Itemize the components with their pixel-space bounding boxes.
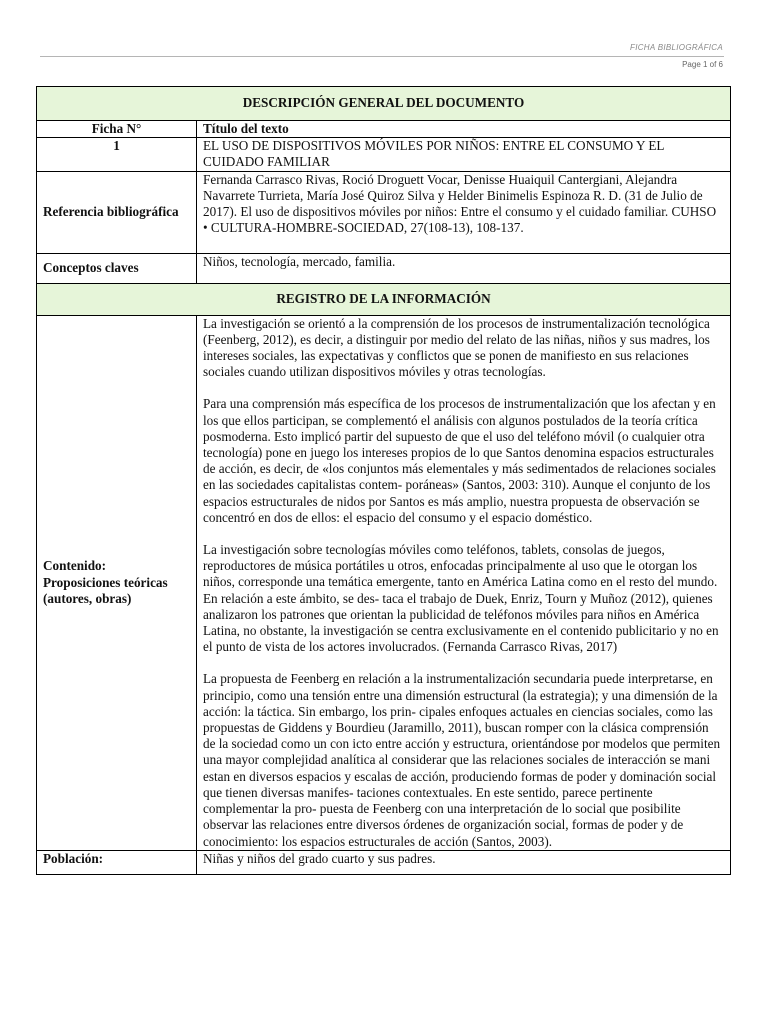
conceptos-value: Niños, tecnología, mercado, familia.	[197, 253, 731, 283]
section-registro-title: REGISTRO DE LA INFORMACIÓN	[37, 283, 731, 315]
contenido-label-line1: Contenido:	[43, 558, 107, 574]
referencia-value: Fernanda Carrasco Rivas, Roció Droguett Vocar, Denisse Huaiquil Cantergiani, Alejandra Navarrete Turrieta, María José Quiroz Silva y Helder Binimelis Espinoza R. D. (31 de Julio de 2017). El uso de dispositivos móviles por niños: Entre el consumo y el cuidado familiar. CUHSO • CULTURA-HOMBRE-SOCIEDAD, 27(108-13), 108-137.	[197, 171, 731, 253]
contenido-paragraph: La propuesta de Feenberg en relación a la instrumentalización secundaria puede interpretarse, en principio, como una tensión entre una dimensión estructural (la estrategia); y una dimensión de la acción: la táctica. Sin embargo, los prin- cipales enfoques actuales en ciencias sociales, como las propuestas de Giddens y Bourdieu (Jaramillo, 2011), buscan romper con la clásica comprensión de la sociedad como un con icto entre acción y estructura, orientándose por modelos que permiten una mayor complejidad analítica al considerar que las relaciones sociales de interacción se mani estan en diversos espacios y escalas de acción, produciendo formas de poder y dominación social que tienen diversas manifes- taciones contextuales. En este sentido, parece pertinente complementar la pro- puesta de Feenberg con una interpretación de lo social que posibilite observar las relaciones entre diversos órdenes de organización social, formas de poder y de conocimiento: los espacios estructurales de acción (Santos, 2003).	[203, 671, 721, 849]
header-divider	[40, 56, 724, 57]
poblacion-label: Población:	[37, 850, 197, 874]
page-number: Page 1 of 6	[682, 60, 723, 69]
contenido-label	[37, 315, 197, 850]
title-value: EL USO DE DISPOSITIVOS MÓVILES POR NIÑOS: ENTRE EL CONSUMO Y EL CUIDADO FAMILIAR	[197, 138, 731, 171]
title-label: Título del texto	[197, 121, 731, 138]
contenido-label-line2: Proposiciones teóricas (autores, obras)	[43, 574, 168, 606]
ficha-number-value: 1	[37, 138, 197, 171]
referencia-label: Referencia bibliográfica	[37, 171, 197, 253]
contenido-value	[197, 315, 731, 850]
header-label: FICHA BIBLIOGRÁFICA	[630, 43, 723, 52]
contenido-paragraph: Para una comprensión más específica de los procesos de instrumentalización que los afectan y en los que ellos participan, se complementó el análisis con algunos postulados de la teoría crítica posmoderna. Esto implicó partir del supuesto de que el uso del teléfono móvil (o cualquier otra tecnología) pone en juego los intereses propios de lo que Santos denomina espacios estructurales de acción, es decir, de «los conjuntos más elementales y más sedimentados de relaciones sociales en las sociedades capitalistas contem- poráneas» (Santos, 2003: 310). Aunque el conjunto de los espacios estructurales de nidos por Santos es más amplio, nuestra propuesta de observación se concentró en dos de ellos: el espacio del consumo y el espacio doméstico.	[203, 396, 716, 525]
poblacion-value: Niñas y niños del grado cuarto y sus padres.	[197, 850, 731, 874]
ficha-table	[36, 86, 731, 875]
conceptos-label: Conceptos claves	[37, 253, 197, 283]
contenido-paragraph: La investigación sobre tecnologías móviles como teléfonos, tablets, consolas de juegos, reproductores de música portátiles u otros, enfocadas principalmente al uso que le otorgan los niños, corresponde una temática emergente, tanto en América Latina como en el resto del mundo. En relación a este ámbito, se des- taca el trabajo de Duek, Enriz, Tourn y Muñoz (2012), quienes analizaron los patrones que orientan la publicidad de teléfonos móviles para niños en América Latina, no obstante, la investigación se centra exclusivamente en el contenido publicitario y no en el punto de vista de los actores involucrados. (Fernanda Carrasco Rivas, 2017)	[203, 542, 719, 655]
section-general-title: DESCRIPCIÓN GENERAL DEL DOCUMENTO	[37, 87, 731, 121]
ficha-number-label: Ficha N°	[37, 121, 197, 138]
contenido-paragraph: La investigación se orientó a la comprensión de los procesos de instrumentalización tecnológica (Feenberg, 2012), es decir, a distinguir por medio del relato de las niñas, niños y sus madres, los intereses sociales, las expectativas y conflictos que se ponen de manifiesto en sus relaciones sociales cuando utilizan dispositivos móviles y otras tecnologías.	[203, 315, 710, 380]
